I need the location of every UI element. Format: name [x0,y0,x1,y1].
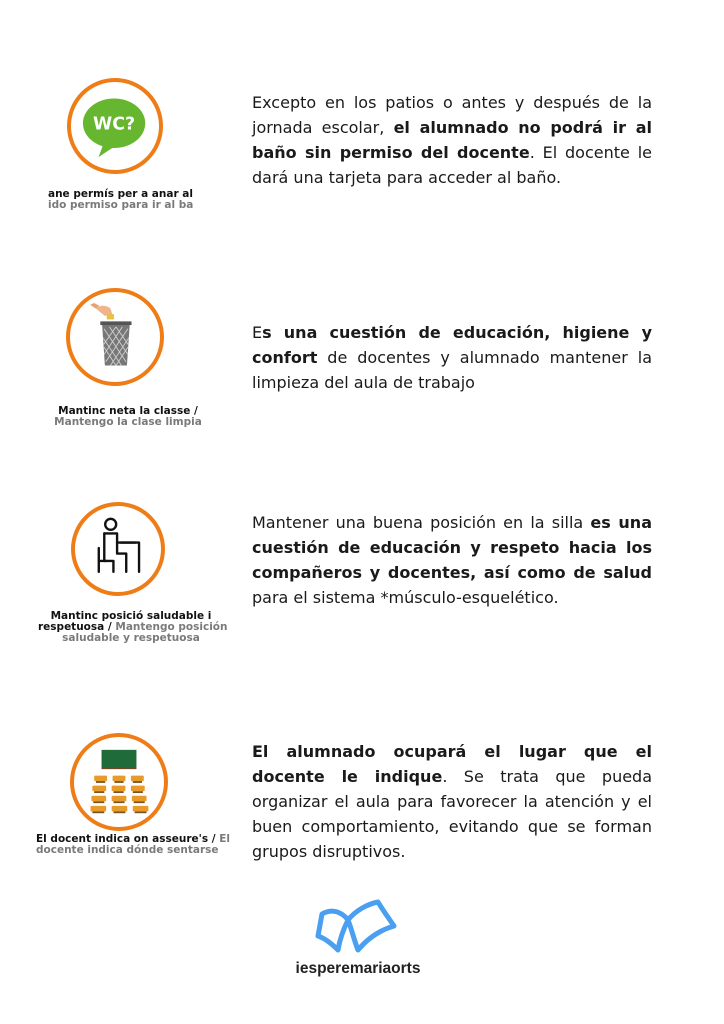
caption-ca-line1: Mantinc posició saludable i [50,610,212,622]
trash-icon-circle [66,288,164,386]
school-logo [282,898,434,982]
caption-wc [48,189,192,211]
paragraph-seating: El alumnado ocupará el lugar que el docente le indique. Se trata que pueda organizar el aula para favorecer la atención y el buen comportamiento, evitando que se forman grupos disruptivos. [252,742,653,861]
seated-student-icon [75,506,161,592]
posture-icon-circle [71,502,165,596]
wc-icon-circle [67,78,163,174]
caption-es: Mantengo la clase limpia [54,416,202,428]
caption-es-line1: Mantengo posición [115,621,228,633]
caption-es-line2: saludable y respetuosa [62,632,200,644]
wc-icon-text: WC? [93,114,136,135]
caption-ca-line2: respetuosa / [38,621,116,633]
wc-speech-bubble-icon [71,82,159,170]
trash-bin-icon [70,292,160,382]
paragraph-clean: Es una cuestión de educación, higiene y confort de docentes y alumnado mantener la limpieza del aula de trabajo [252,323,652,392]
caption-es-line1: El [219,833,231,845]
seating-icon-circle [70,733,168,831]
caption-posture [38,610,228,644]
logo-text: iesperemariaorts [295,960,421,977]
caption-seating [36,833,231,856]
classroom-desks-icon [74,737,164,827]
caption-ca: Mantinc neta la classe / [58,405,198,417]
caption-es-line2: docente indica dónde sentarse [36,844,219,856]
paragraph-posture: Mantener una buena posición en la silla es una cuestión de educación y respeto hacia los compañeros y docentes, así como de salud para el sistema *músculo-esquelético. [252,513,652,607]
open-book-icon [282,898,434,958]
caption-ca: ane permís per a anar al [48,188,193,200]
caption-clean [48,406,208,428]
caption-ca: El docent indica on asseure's / [36,833,220,845]
paragraph-wc: Excepto en los patios o antes y después de la jornada escolar, el alumnado no podrá ir al baño sin permiso del docente. El docente le dará una tarjeta para acceder al baño. [252,93,653,187]
caption-es: ido permiso para ir al ba [48,199,194,211]
